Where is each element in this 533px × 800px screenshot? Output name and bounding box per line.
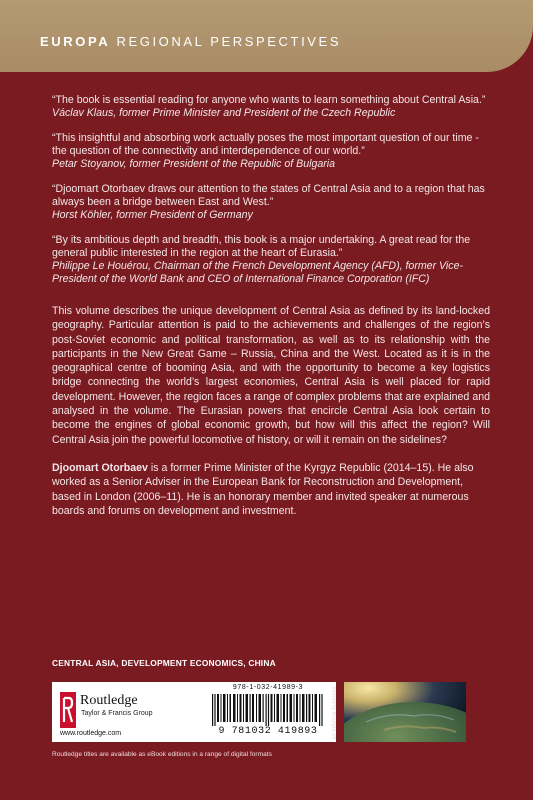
series-title-bold: EUROPA	[40, 34, 111, 49]
isbn-barcode	[204, 684, 332, 740]
series-title-rest: REGIONAL PERSPECTIVES	[116, 34, 342, 49]
quote-attribution: Horst Köhler, former President of Germany	[52, 209, 253, 221]
routledge-logo-icon	[60, 692, 76, 728]
quote-attribution: Václav Klaus, former Prime Minister and President of the Czech Republic	[52, 107, 396, 119]
isbn-text: 978-1-032-41989-3	[232, 684, 304, 691]
back-cover-text	[52, 94, 490, 518]
author-bio	[52, 461, 490, 518]
quote-text: “The book is essential reading for anyone who wants to learn something about Central Asia.”	[52, 94, 486, 106]
quote-text: “This insightful and absorbing work actually poses the most important question of our time - the question of the connectivity and interdependence of our world.”	[52, 132, 479, 157]
author-bio-text: is a former Prime Minister of the Kyrgyz Republic (2014–15). He also worked as a Senior Adviser in the European Bank for Reconstruction and Development, based in London (2006–11). He is an honorary member and invited speaker at numerous boards and forums on development and investment.	[52, 461, 474, 517]
subject-keywords: CENTRAL ASIA, DEVELOPMENT ECONOMICS, CHINA	[52, 658, 276, 668]
book-description: This volume describes the unique development of Central Asia as defined by its land-locked geography. Particular attention is paid to the achievements and challenges of the region’s post-Soviet economic and political transformation, as well as to its relationship with the participants in the New Great Game – Russia, China and the West. Located as it is in the geographical centre of booming Asia, and with the opportunity to become a key logistics bridge connecting the world’s largest economies, Central Asia is well placed for rapid development. However, the region faces a range of complex problems that are explained and analysed in the volume. The Eurasian powers that encircle Central Asia look certain to become the engines of global economic growth, but how will this affect the region? Will Central Asia join the powerful locomotive of history, or will it remain on the sidelines?	[52, 305, 490, 446]
barcode-bars-icon	[212, 694, 324, 726]
quote-attribution: Philippe Le Houérou, Chairman of the French Development Agency (AFD), former Vice-President of the World Bank and CEO of International Finance Corporation (IFC)	[52, 260, 463, 285]
author-name: Djoomart Otorbaev	[52, 461, 148, 474]
endorsement-quote	[52, 94, 490, 120]
endorsement-quote	[52, 234, 490, 286]
isbn-digits: 9 781032 419893	[218, 726, 318, 737]
publisher-url[interactable]: www.routledge.com	[60, 730, 122, 737]
publisher-barcode-panel	[52, 682, 339, 742]
publisher-group: Taylor & Francis Group	[81, 710, 153, 717]
endorsement-quote	[52, 183, 490, 222]
quote-text: “Djoomart Otorbaev draws our attention to the states of Central Asia and to a region that has always been a bridge between East and West.”	[52, 183, 485, 208]
informa-text: an informa business	[332, 686, 339, 740]
quote-attribution: Petar Stoyanov, former President of the Republic of Bulgaria	[52, 158, 336, 170]
quote-text: “By its ambitious depth and breadth, this book is a major undertaking. A great read for the general public interested in the region at the heart of Eurasia.”	[52, 234, 471, 259]
informa-tagline	[328, 684, 342, 742]
ebook-footnote: Routledge titles are available as eBook editions in a range of digital formats	[52, 751, 272, 758]
earth-globe-image	[344, 682, 466, 742]
series-title	[40, 34, 341, 49]
publisher-name: Routledge	[80, 693, 138, 708]
endorsement-quote	[52, 132, 490, 171]
